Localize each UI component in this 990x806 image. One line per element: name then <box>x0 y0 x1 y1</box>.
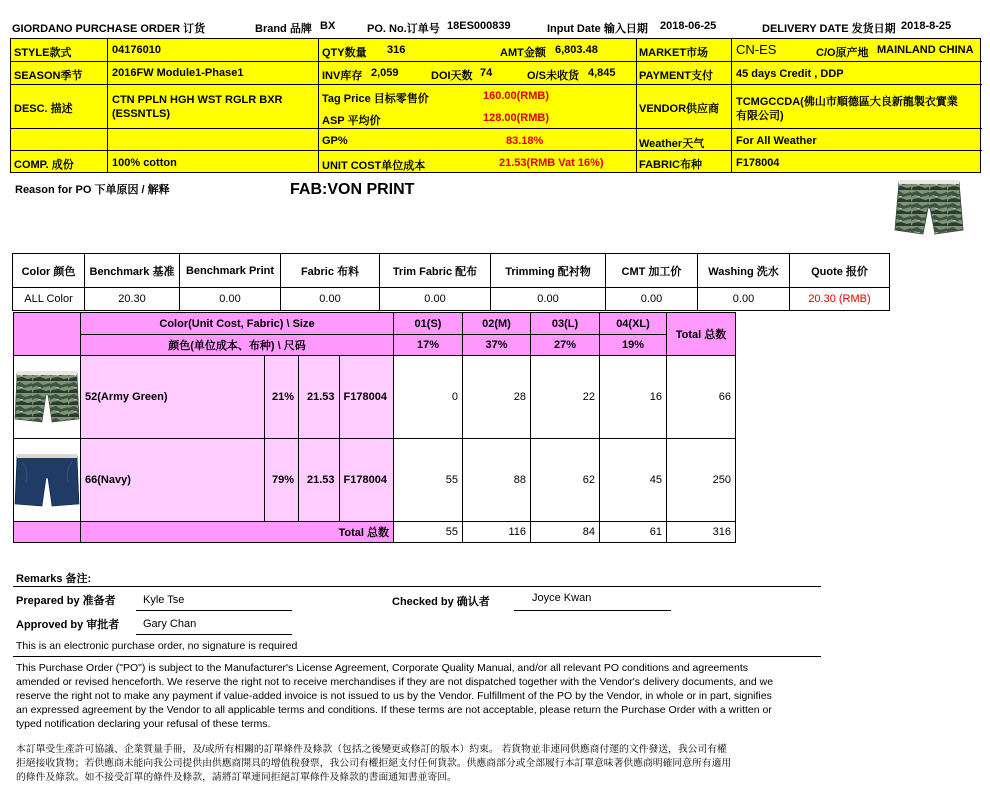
qty-cell: 16 <box>600 356 667 439</box>
color-fabric: F178004 <box>339 356 393 439</box>
fabric-label: FABRIC布种 <box>639 159 702 171</box>
checked-by-label: Checked by 确认者 <box>392 596 490 608</box>
color-fabric: F178004 <box>339 439 393 522</box>
terms-line: typed notification declaring your refusal of these terms. <box>16 718 271 730</box>
input-date-label: Input Date 输入日期 <box>547 23 648 35</box>
ratio-cell: 17% <box>394 335 463 356</box>
comp-label: COMP. 成份 <box>14 159 74 171</box>
ratio-cell: 19% <box>600 335 667 356</box>
table-row <box>14 439 736 522</box>
po-label: PO. No.订单号 <box>367 23 440 35</box>
bench-value: 0.00 <box>606 288 698 311</box>
remarks-label: Remarks 备注: <box>16 573 92 585</box>
footer-cell: 55 <box>394 522 463 543</box>
prepared-by-name: Kyle Tse <box>143 594 185 606</box>
row-total: 250 <box>667 439 736 522</box>
terms-line: an expressed agreement by the Vendor to all applicable terms and conditions. If these terms are not acceptable, please return the Purchase Order with a written or <box>16 704 772 716</box>
ratio-cell: 27% <box>531 335 600 356</box>
bench-header: Trim Fabric 配布 <box>380 254 491 288</box>
footer-total-label: Total 总数 <box>81 522 394 543</box>
style-value: 04176010 <box>112 44 161 56</box>
footer-cell: 84 <box>531 522 600 543</box>
color-cost: 21.53 <box>299 439 339 522</box>
bench-value: 0.00 <box>281 288 380 311</box>
season-value: 2016FW Module1-Phase1 <box>112 67 244 79</box>
brand-value: BX <box>320 20 336 32</box>
gp-value: 83.18% <box>506 135 544 147</box>
vendor-line-2: 有限公司) <box>736 110 784 122</box>
approved-by-label: Approved by 审批者 <box>16 619 120 631</box>
bench-header: Benchmark 基准 <box>85 254 180 288</box>
color-name: 52(Army Green) <box>81 356 265 439</box>
prepared-by-label: Prepared by 准备者 <box>16 595 116 607</box>
bench-header: Color 颜色 <box>13 254 85 288</box>
amt-label: AMT金额 <box>500 47 546 59</box>
benchmark-table <box>12 253 890 311</box>
qty-value: 316 <box>387 44 406 56</box>
bench-value: 0.00 <box>380 288 491 311</box>
comp-value: 100% cotton <box>112 157 177 169</box>
size-header: 02(M) <box>463 313 531 335</box>
electronic-notice: This is an electronic purchase order, no signature is required <box>16 640 298 652</box>
reason-label: Reason for PO 下单原因 / 解释 <box>15 184 170 196</box>
table-footer-row <box>14 522 736 543</box>
color-pct: 21% <box>264 356 298 439</box>
color-cost: 21.53 <box>299 356 339 439</box>
qty-cell: 62 <box>531 439 600 522</box>
style-label: STYLE款式 <box>14 47 72 59</box>
co-label: C/O原产地 <box>816 47 869 59</box>
co-value: MAINLAND CHINA <box>877 44 974 56</box>
size-header: 04(XL) <box>600 313 667 335</box>
terms-line: 本訂單受生產許可協議、企業質量手冊，及/或所有相關的訂單條件及條款（包括之後變更或修訂的版本）約束。 若貨物並非連同供應商付運的文件發送，我公司有權 <box>16 744 727 755</box>
unit-cost-value: 21.53(RMB Vat 16%) <box>499 157 604 169</box>
company-title: GIORDANO PURCHASE ORDER 订货 <box>12 23 206 35</box>
terms-chinese <box>16 743 836 785</box>
weather-value: For All Weather <box>736 135 817 147</box>
fab-title: FAB:VON PRINT <box>290 181 415 198</box>
bench-header: Quote 报价 <box>790 254 890 288</box>
doi-value: 74 <box>480 67 493 79</box>
quantity-table <box>13 312 736 543</box>
asp-value: 128.00(RMB) <box>483 112 550 124</box>
amt-value: 6,803.48 <box>555 44 598 56</box>
terms-english <box>16 661 826 731</box>
size-header: 03(L) <box>531 313 600 335</box>
grand-total: 316 <box>667 522 736 543</box>
color-name: 66(Navy) <box>81 439 265 522</box>
delivery-date-value: 2018-8-25 <box>901 20 952 32</box>
gp-label: GP% <box>322 135 348 147</box>
market-value: CN-ES <box>736 42 777 57</box>
qty-cell: 88 <box>463 439 531 522</box>
total-header: Total 总数 <box>667 313 736 356</box>
qty-cell: 28 <box>463 356 531 439</box>
qty-cell: 45 <box>600 439 667 522</box>
desc-label: DESC. 描述 <box>14 103 73 115</box>
footer-cell: 61 <box>600 522 667 543</box>
inv-label: INV库存 <box>322 70 363 82</box>
bench-header: Trimming 配衬物 <box>491 254 606 288</box>
color-pct: 79% <box>264 439 298 522</box>
input-date-value: 2018-06-25 <box>660 20 717 32</box>
bench-value: 20.30 <box>85 288 180 311</box>
terms-line: amended or revised henceforth. We reserve the right not to receive merchandises if they are not dispatched together with the Vendor's delivery documents, and we <box>16 676 774 688</box>
footer-cell: 116 <box>463 522 531 543</box>
qty-header-2: 颜色(单位成本、布种) \ 尺码 <box>81 335 394 356</box>
table-row <box>14 356 736 439</box>
bench-value: 0.00 <box>491 288 606 311</box>
size-header: 01(S) <box>394 313 463 335</box>
os-label: O/S未收货 <box>527 70 579 82</box>
terms-line: 的條件及條款。如不接受訂單的條件及條款，請將訂單連同拒絕訂單條件及條款的書面通知書並寄回。 <box>16 772 457 783</box>
brand-label: Brand 品牌 <box>255 23 312 35</box>
bench-value: 0.00 <box>698 288 790 311</box>
qty-cell: 55 <box>394 439 463 522</box>
vendor-line-1: TCMGCCDA(佛山市順德區大良新龍製衣實業 <box>736 96 958 108</box>
desc-line-2: (ESSNTLS) <box>112 108 171 120</box>
fabric-value: F178004 <box>736 157 780 169</box>
vendor-label: VENDOR供应商 <box>639 103 720 115</box>
os-value: 4,845 <box>588 67 616 79</box>
doi-label: DOI天数 <box>431 70 473 82</box>
terms-line: This Purchase Order ("PO") is subject to the Manufacturer's License Agreement, Corporate Quality Manual, and/or all relevant PO conditions and agreements <box>16 662 748 674</box>
qty-cell: 0 <box>394 356 463 439</box>
bench-value: 0.00 <box>180 288 281 311</box>
delivery-date-label: DELIVERY DATE 发货日期 <box>762 23 896 35</box>
payment-label: PAYMENT支付 <box>639 70 713 82</box>
qty-label: QTY数量 <box>322 47 367 59</box>
market-label: MARKET市场 <box>639 47 709 59</box>
qty-cell: 22 <box>531 356 600 439</box>
season-label: SEASON季节 <box>14 70 83 82</box>
ratio-cell: 37% <box>463 335 531 356</box>
terms-line: 拒絕接收貨物；若供應商未能向我公司提供由供應商開具的增值稅發票，我公司有權拒絕支付任何貨款。供應商部分或全部履行本訂單意味著供應商明確同意所有適用 <box>16 758 732 769</box>
product-photo <box>893 178 965 240</box>
bench-header: Fabric 布料 <box>281 254 380 288</box>
navy-shorts-image <box>14 452 80 508</box>
inv-value: 2,059 <box>371 67 399 79</box>
approved-by-name: Gary Chan <box>143 618 197 630</box>
army-green-shorts-image <box>14 369 80 425</box>
qty-header-1: Color(Unit Cost, Fabric) \ Size <box>81 313 394 335</box>
bench-header: CMT 加工价 <box>606 254 698 288</box>
row-total: 66 <box>667 356 736 439</box>
bench-value: ALL Color <box>13 288 85 311</box>
weather-label: Weather天气 <box>639 138 705 150</box>
terms-line: reserve the right not to make any payment if value-added invoice is not issued to us by the Vendor. Fulfillment of the PO by the Vendor, in whole or in part, signifies <box>16 690 772 702</box>
tag-price-value: 160.00(RMB) <box>483 90 550 102</box>
po-number: 18ES000839 <box>447 20 511 32</box>
bench-header: Washing 洗水 <box>698 254 790 288</box>
po-info-block <box>10 38 981 173</box>
unit-cost-label: UNIT COST单位成本 <box>322 160 426 172</box>
checked-by-name: Joyce Kwan <box>532 592 592 604</box>
asp-label: ASP 平均价 <box>322 115 381 127</box>
bench-header: Benchmark Print <box>180 254 281 288</box>
payment-value: 45 days Credit , DDP <box>736 68 844 80</box>
bench-quote-value: 20.30 (RMB) <box>790 288 890 311</box>
tag-price-label: Tag Price 目标零售价 <box>322 93 429 105</box>
desc-line-1: CTN PPLN HGH WST RGLR BXR <box>112 94 283 106</box>
